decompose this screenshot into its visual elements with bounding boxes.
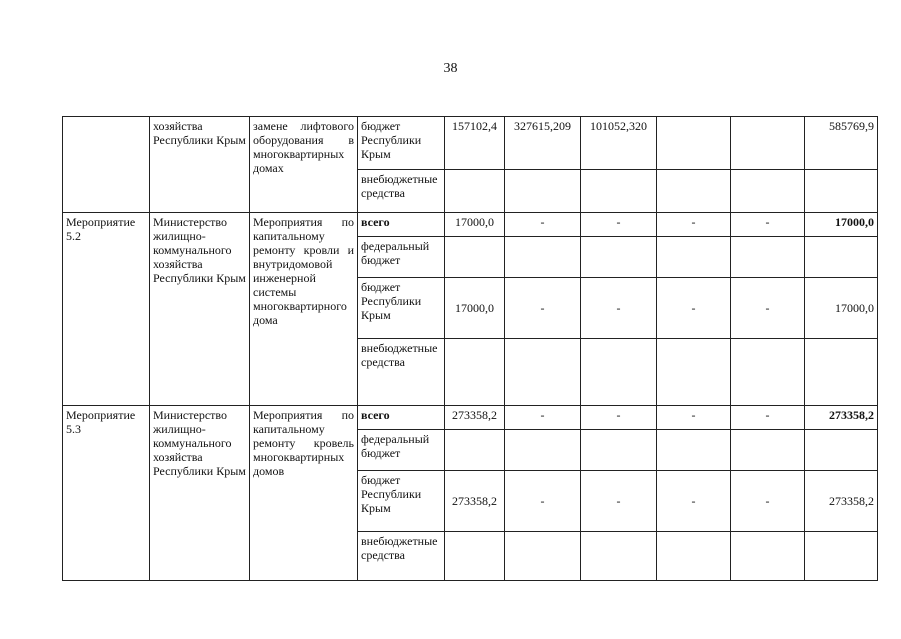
total-cell: 17000,0: [805, 278, 878, 339]
total-cell: 273358,2: [805, 406, 878, 430]
measure-label-cell: [63, 117, 150, 213]
value-cell: [445, 532, 505, 581]
org-cell: Министерство жилищно-коммунального хозяйства Республики Крым: [150, 406, 250, 581]
value-cell: -: [731, 471, 805, 532]
value-cell: [731, 430, 805, 471]
value-cell: -: [731, 213, 805, 237]
value-cell: 17000,0: [445, 213, 505, 237]
value-cell: 157102,4: [445, 117, 505, 170]
value-cell: -: [581, 213, 657, 237]
funding-source-cell: всего: [358, 213, 445, 237]
value-cell: -: [581, 406, 657, 430]
description-cell: Мероприятия по капитальному ремонту кровель многоквартирных домов: [250, 406, 358, 581]
value-cell: [657, 532, 731, 581]
table-row: [63, 406, 878, 430]
value-cell: -: [505, 278, 581, 339]
value-cell: 17000,0: [445, 278, 505, 339]
total-cell: [805, 170, 878, 213]
value-cell: -: [657, 278, 731, 339]
value-cell: [505, 532, 581, 581]
funding-source-cell: бюджет Республики Крым: [358, 278, 445, 339]
value-cell: [505, 237, 581, 278]
funding-source-cell: внебюджетные средства: [358, 170, 445, 213]
value-cell: 327615,209: [505, 117, 581, 170]
total-cell: [805, 339, 878, 406]
value-cell: [657, 117, 731, 170]
value-cell: -: [505, 471, 581, 532]
value-cell: [581, 532, 657, 581]
measure-label-cell: Мероприятие 5.3: [63, 406, 150, 581]
table-row: [63, 117, 878, 170]
table-row: [63, 213, 878, 237]
value-cell: [581, 339, 657, 406]
value-cell: [657, 237, 731, 278]
budget-table: [62, 116, 878, 581]
value-cell: [657, 170, 731, 213]
value-cell: [505, 339, 581, 406]
value-cell: [445, 339, 505, 406]
value-cell: [505, 430, 581, 471]
value-cell: -: [657, 406, 731, 430]
funding-source-cell: бюджет Республики Крым: [358, 471, 445, 532]
total-cell: 17000,0: [805, 213, 878, 237]
value-cell: [731, 532, 805, 581]
value-cell: -: [731, 406, 805, 430]
value-cell: -: [657, 213, 731, 237]
value-cell: [657, 430, 731, 471]
org-cell: хозяйства Республики Крым: [150, 117, 250, 213]
value-cell: [445, 170, 505, 213]
value-cell: -: [581, 471, 657, 532]
value-cell: -: [731, 278, 805, 339]
description-cell: замене лифтового оборудования в многоквартирных домах: [250, 117, 358, 213]
total-cell: 585769,9: [805, 117, 878, 170]
value-cell: [657, 339, 731, 406]
total-cell: 273358,2: [805, 471, 878, 532]
total-cell: [805, 430, 878, 471]
value-cell: [731, 237, 805, 278]
funding-source-cell: внебюджетные средства: [358, 339, 445, 406]
org-cell: Министерство жилищно-коммунального хозяйства Республики Крым: [150, 213, 250, 406]
funding-source-cell: бюджет Республики Крым: [358, 117, 445, 170]
measure-label-cell: Мероприятие 5.2: [63, 213, 150, 406]
page-number: 38: [443, 61, 458, 76]
value-cell: [731, 339, 805, 406]
value-cell: [581, 430, 657, 471]
value-cell: 101052,320: [581, 117, 657, 170]
value-cell: [731, 170, 805, 213]
description-cell: Мероприятия по капитальному ремонту кровли и внутридомовой инженерной системы многоквартирного дома: [250, 213, 358, 406]
total-cell: [805, 237, 878, 278]
value-cell: 273358,2: [445, 471, 505, 532]
value-cell: -: [505, 406, 581, 430]
funding-source-cell: всего: [358, 406, 445, 430]
value-cell: [731, 117, 805, 170]
value-cell: -: [657, 471, 731, 532]
value-cell: -: [581, 278, 657, 339]
funding-source-cell: федеральный бюджет: [358, 430, 445, 471]
value-cell: -: [505, 213, 581, 237]
value-cell: [445, 237, 505, 278]
value-cell: [581, 170, 657, 213]
value-cell: [505, 170, 581, 213]
value-cell: [581, 237, 657, 278]
funding-source-cell: внебюджетные средства: [358, 532, 445, 581]
total-cell: [805, 532, 878, 581]
value-cell: 273358,2: [445, 406, 505, 430]
funding-source-cell: федеральный бюджет: [358, 237, 445, 278]
value-cell: [445, 430, 505, 471]
